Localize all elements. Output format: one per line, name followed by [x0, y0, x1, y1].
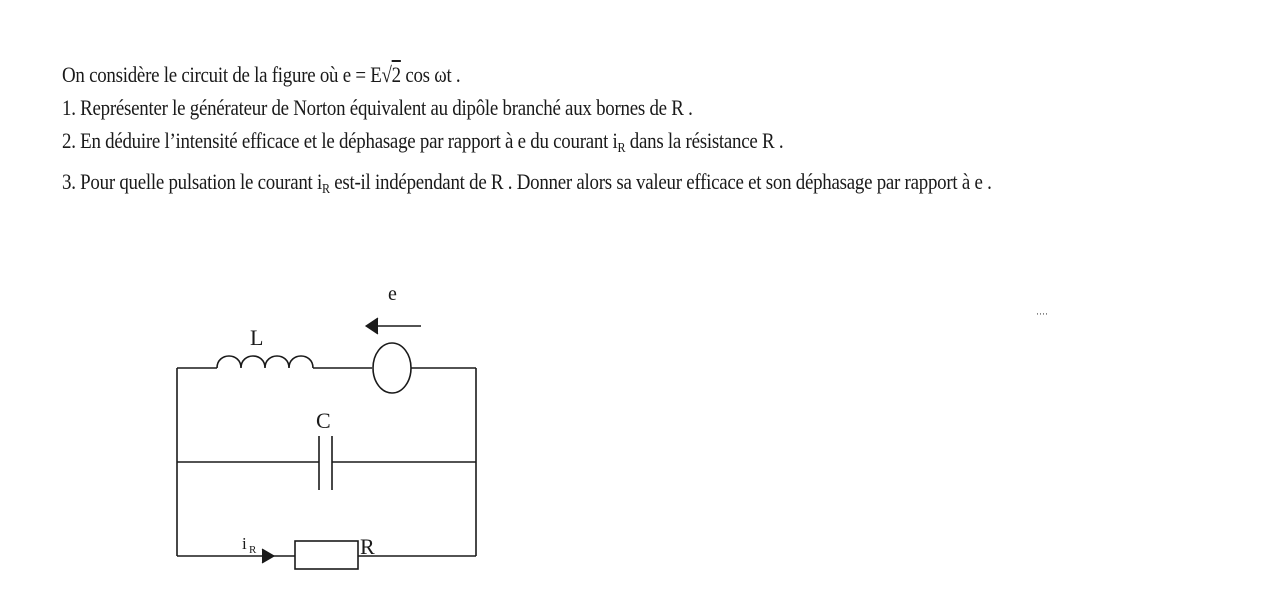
question-3-suffix: est-il indépendant de R . Donner alors sa valeur efficace et son déphasage par rapport à e .	[329, 169, 992, 194]
source-arrow-head	[366, 318, 378, 334]
resistor-label: R	[360, 534, 375, 559]
resistor-symbol	[295, 541, 358, 569]
sqrt-sign: √	[381, 62, 392, 87]
current-label: i	[242, 534, 247, 553]
inductor-coil	[217, 356, 313, 368]
question-3-subscript: R	[322, 182, 330, 197]
current-label-subscript: R	[249, 544, 257, 556]
question-3-prefix: 3. Pour quelle pulsation le courant i	[62, 169, 323, 194]
stray-scan-mark: ····	[1036, 309, 1048, 319]
question-2-subscript: R	[617, 141, 626, 156]
capacitor-label: C	[316, 408, 331, 433]
question-1-text: 1. Représenter le générateur de Norton équivalent au dipôle branché aux bornes de R .	[62, 95, 693, 120]
inductor-label: L	[250, 325, 264, 350]
question-2-suffix: dans la résistance R .	[625, 128, 784, 153]
voltage-source-symbol	[373, 343, 411, 393]
intro-prefix: On considère le circuit de la figure où e = E	[62, 62, 382, 87]
current-arrow-head	[262, 549, 274, 563]
source-label: e	[388, 283, 397, 305]
sqrt-argument: 2	[391, 62, 401, 87]
intro-suffix: cos ωt .	[400, 62, 461, 87]
question-2-prefix: 2. En déduire l’intensité efficace et le déphasage par rapport à e du courant i	[62, 128, 618, 153]
